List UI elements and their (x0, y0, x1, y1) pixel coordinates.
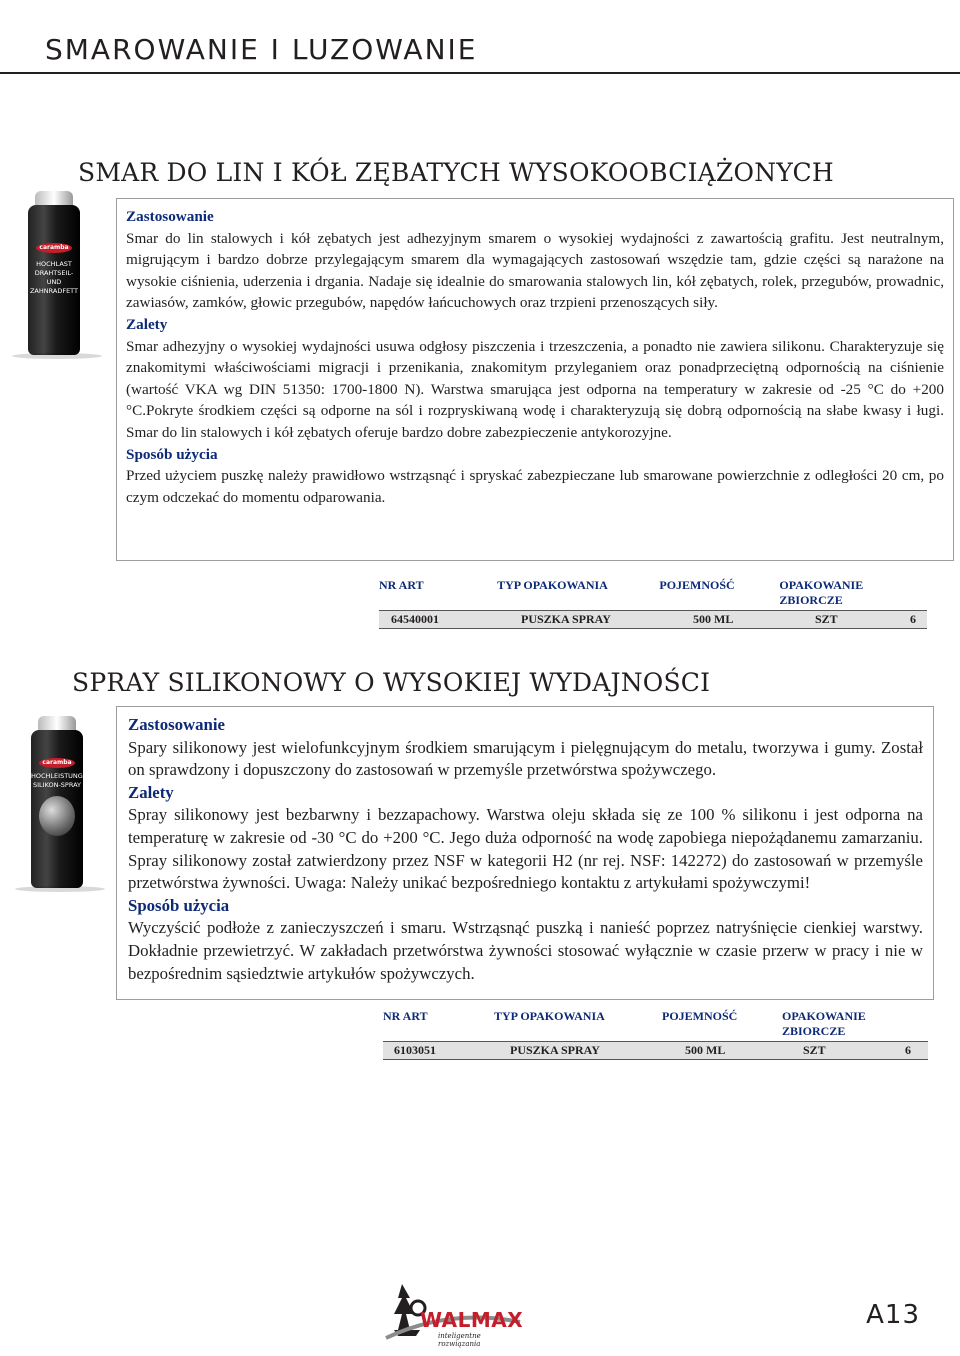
product2-zastosowanie-heading: Zastosowanie (128, 715, 225, 734)
spec-pojemnosc: 500 ML (685, 1043, 726, 1057)
spec-header-typ: TYP OPAKOWANIA (494, 1009, 605, 1023)
product2-zastosowanie-text: Spary silikonowy jest wielofunkcyjnym środkiem smarującym i pielęgnującym do metalu, tworzywa i gumy. Został on sprawdzony i dopuszczony do zastosowań w przemyśle przetwórstwa spożywczego. (128, 737, 923, 780)
spec-header-nr-art: NR ART (383, 1009, 428, 1023)
product2-sposob-text: Wyczyścić podłoże z zanieczyszczeń i smaru. Wstrząsnąć puszką i nanieść poprzez natryśnięcie cienkiej warstwy. Dokładnie przewietrzyć. W zakładach przetwórstwa żywności stosować wyłącznie w czasie przerw w pracy i nie w bezpośrednim sąsiedztwie artykułów spożywczych. (128, 918, 923, 983)
product2-description-box (116, 706, 934, 1000)
product1-zastosowanie-heading: Zastosowanie (126, 208, 214, 225)
product1-zalety-text: Smar adhezyjny o wysokiej wydajności usuwa odgłosy piszczenia i trzeszczenia, a ponadto nie zawiera silikonu. Charakteryzuje się znakomitymi właściwościami migracji i przenikania, znakomitym przyleganiem oraz ponadprzeciętną odpornością na ciśnienie (wartość VKA wg DIN 51350: 1700-1800 N). Warstwa smarująca jest odporna na temperatury w zakresie od -25 °C do +200 °C.Pokryte środkiem części są odporne na sól i rozpryskiwaną wodę i charakteryzują się dobrą odpornością na słabe kwasy i ługi. Smar do lin stalowych i kół zębatych oferuje bardzo dobre zabezpieczenie antykorozyjne. (126, 337, 944, 441)
page-number: A13 (866, 1300, 920, 1330)
walmax-logo-tagline: inteligentne rozwiązania (438, 1332, 481, 1348)
table-row (379, 610, 927, 629)
page-header-title: SMAROWANIE I LUZOWANIE (45, 33, 478, 66)
product2-spec-table (383, 1009, 928, 1060)
table-row (383, 1041, 928, 1060)
spec-header-pojemnosc: POJEMNOŚĆ (662, 1009, 738, 1023)
spec-pojemnosc: 500 ML (693, 612, 734, 626)
spec-header-opakowanie: OPAKOWANIE ZBIORCZE (782, 1009, 866, 1038)
product2-sposob-heading: Sposób użycia (128, 895, 230, 915)
product2-zalety-heading: Zalety (128, 782, 174, 802)
spec-jednostka: SZT (815, 612, 838, 626)
spec-header-pojemnosc: POJEMNOŚĆ (659, 578, 735, 592)
spec-jednostka: SZT (803, 1043, 826, 1057)
spec-header-typ: TYP OPAKOWANIA (497, 578, 608, 592)
product2-image: caramba HOCHLEISTUNGS SILIKON-SPRAY (0, 712, 118, 892)
spec-ilosc: 6 (905, 1043, 911, 1057)
spec-typ: PUSZKA SPRAY (510, 1043, 600, 1057)
walmax-logo-text: WALMAX (420, 1308, 524, 1332)
spec-nr-art: 64540001 (391, 612, 439, 626)
spec-nr-art: 6103051 (394, 1043, 436, 1057)
product1-sposob-heading: Sposób użycia (126, 445, 218, 463)
spec-typ: PUSZKA SPRAY (521, 612, 611, 626)
spec-ilosc: 6 (910, 612, 916, 626)
product1-zalety-heading: Zalety (126, 315, 168, 333)
product1-sposob-text: Przed użyciem puszkę należy prawidłowo wstrząsnąć i spryskać zabezpieczane lub smarowane powierzchnie z odległości 20 cm, po czym odczekać do momentu odparowania. (126, 467, 944, 506)
spec-header-nr-art: NR ART (379, 578, 424, 592)
product2-title: SPRAY SILIKONOWY O WYSOKIEJ WYDAJNOŚCI (72, 668, 711, 697)
product2-zalety-text: Spray silikonowy jest bezbarwny i bezzapachowy. Warstwa oleju składa się ze 100 % silikonu i jest odporna na temperaturę w zakresie od -30 °C do +200 °C. Jego duża odporność na wodę zapobiega niepożądanemu zamarzaniu. Spray silikonowy został zatwierdzony przez NSF w kategorii H2 (nr rej. NSF: 142272) do zastosowań w przemyśle przetwórstwa żywności. Uwaga: Należy unikać bezpośredniego kontaktu z artykułami spożywczymi! (128, 805, 923, 893)
walmax-logo (380, 1278, 525, 1350)
header-divider (0, 72, 960, 74)
spec-header-opakowanie: OPAKOWANIE ZBIORCZE (779, 578, 864, 607)
product1-spec-table (379, 578, 927, 629)
product1-description-box (116, 198, 954, 561)
product1-zastosowanie-text: Smar do lin stalowych i kół zębatych jest adhezyjnym smarem o wysokiej wydajności z zawartością grafitu. Jest neutralnym, migrującym i bardzo dobrze przylegającym smarem dla wymagających zastosowań wszędzie tam, gdzie części są narażone na wysokie ciśnienia, uderzenia i drgania. Nadaje się idealnie do smarowania stalowych lin, kół zębatych, rolek, przegubów, prowadnic, zawiasów, zamków, głowic przegubów, napędów łańcuchowych oraz trzpieni przenoszących siły. (126, 229, 944, 312)
product1-image: caramba HOCHLAST DRAHTSEIL- UND ZAHNRADFETT (0, 185, 118, 360)
product1-title: SMAR DO LIN I KÓŁ ZĘBATYCH WYSOKOOBCIĄŻONYCH (78, 158, 834, 187)
